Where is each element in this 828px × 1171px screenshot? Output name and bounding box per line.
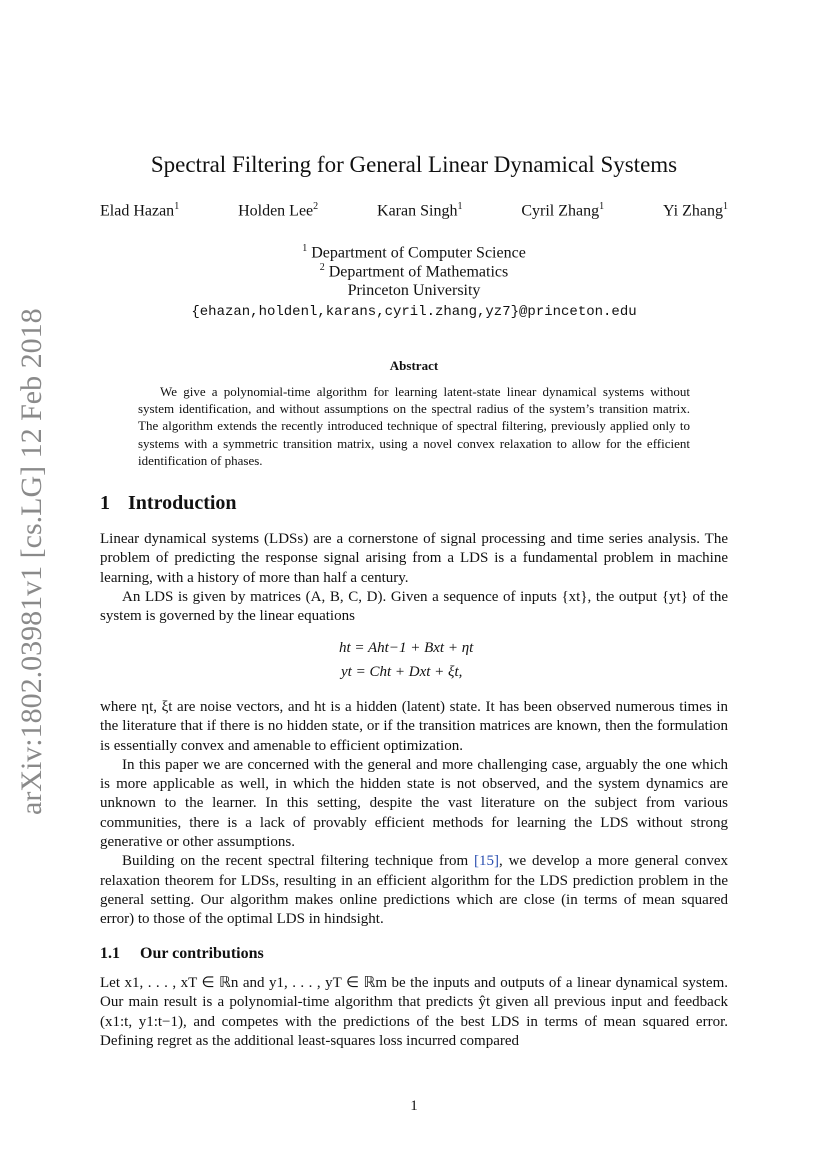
paragraph: where ηt, ξt are noise vectors, and ht is a hidden (latent) state. It has been observed numerous times in the literature that if there is no hidden state, or if the transition matrices are known, then the formulation is essentially convex and amenable to efficient optimization. (100, 699, 728, 754)
abstract-text: We give a polynomial-time algorithm for learning latent-state linear dynamical systems without system identification, and without assumptions on the spectral radius of the system’s transition matrix. The algorithm extends the recently introduced technique of spectral filtering, previously applied only to systems with a symmetric transition matrix, using a novel convex relaxation to allow for the efficient identification of phases. (138, 384, 690, 468)
university: Princeton University (347, 282, 481, 299)
citation-link[interactable]: [15] (474, 853, 499, 870)
author: Cyril Zhang$^1$ (521, 201, 605, 220)
subsection-heading-contributions: 1.1 Our contributions (100, 945, 264, 962)
intro-paragraphs-1 (100, 530, 728, 626)
abstract-heading: Abstract (389, 358, 439, 373)
section-heading-introduction: 1 Introduction (100, 492, 237, 514)
author-list (100, 201, 728, 220)
equation-hidden-state: ht = Aht−1 + Bxt + ηt (339, 640, 474, 656)
author: Yi Zhang$^1$ (662, 201, 728, 220)
page-number: 1 (410, 1098, 418, 1114)
author: Holden Lee$^2$ (238, 201, 319, 220)
paragraph: In this paper we are concerned with the general and more challenging case, arguably the one which is more applicable as well, in which the hidden state is not observed, and the system dynamics are unknown to the learner. In this setting, despite the vast literature on the subject from various communities, there is a lack of provably efficient methods for learning the LDS without strong generative or other assumptions. (100, 756, 728, 851)
affiliation-cs: $^1$ Department of Computer Science (302, 243, 526, 262)
paragraph: Let x1, . . . , xT ∈ ℝn and y1, . . . , yT ∈ ℝm be the inputs and outputs of a linear dynamical system. Our main result is a polynomial-time algorithm that predicts ŷt given all previous input and feedback (x1:t, y1:t−1), and competes with the predictions of the best LDS in terms of mean squared error. Defining regret as the additional least-squares loss incurred compared (100, 975, 728, 1049)
author: Karan Singh$^1$ (377, 201, 463, 220)
arxiv-identifier: arXiv:1802.03981v1 [cs.LG] 12 Feb 2018 (15, 308, 48, 815)
email-address: {ehazan,holdenl,karans,cyril.zhang,yz7}@princeton.edu (191, 304, 637, 320)
equation-output: yt = Cht + Dxt + ξt, (341, 664, 463, 680)
intro-paragraphs-2 (100, 698, 728, 930)
affiliation-math: $^2$ Department of Mathematics (319, 262, 509, 281)
paragraph: Linear dynamical systems (LDSs) are a cornerstone of signal processing and time series analysis. The problem of predicting the response signal arising from a LDS is a fundamental problem in machine learning, with a history of more than half a century. (100, 531, 728, 586)
paragraph: Building on the recent spectral filtering technique from [15], we develop a more general convex relaxation theorem for LDSs, resulting in an efficient algorithm for the LDS prediction problem in the general setting. Our algorithm makes online predictions which are close (in terms of mean squared error) to those of the optimal LDS in hindsight. (100, 853, 728, 928)
paragraph: An LDS is given by matrices (A, B, C, D). Given a sequence of inputs {xt}, the output {yt} of the system is governed by the linear equations (100, 588, 728, 625)
author: Elad Hazan$^1$ (100, 201, 180, 220)
paper-title: Spectral Filtering for General Linear Dynamical Systems (150, 152, 678, 177)
contributions-paragraph (100, 974, 728, 1051)
